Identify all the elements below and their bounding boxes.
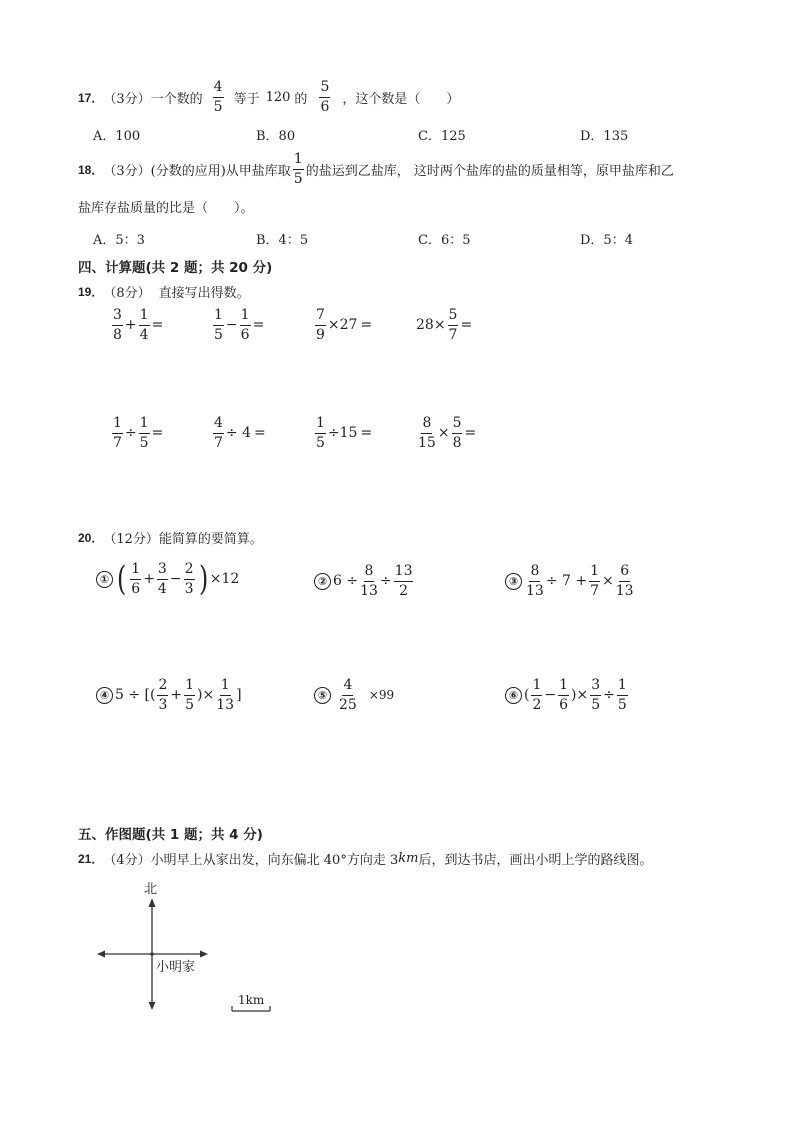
calc-item: $\frac{8}{15}$ × $\frac{5}{8}$ =: [418, 415, 477, 451]
simplify-item-6: ⑥ ( $\frac{1}{2}$ − $\frac{1}{6}$ )× $\frac{3}{5}$ ÷ $\frac{1}{5}$: [505, 678, 630, 712]
option-a[interactable]: A．100: [93, 129, 141, 144]
option-c[interactable]: C．6：5: [418, 233, 471, 248]
fraction: $\frac{5}{6}$: [320, 79, 330, 115]
question-number: 19．: [78, 285, 104, 299]
home-point: [150, 952, 154, 956]
question-score: （3分）: [103, 91, 151, 107]
calc-item: $\frac{4}{7}$ ÷ 4 =: [214, 415, 266, 451]
question-number: 17．: [78, 90, 104, 105]
question-number: 21．: [78, 852, 104, 866]
fraction: $\frac{4}{5}$: [213, 79, 223, 115]
question-text-line2: 盐库存盐质量的比是（ ）。: [78, 201, 254, 216]
south-arrowhead: [149, 1002, 156, 1010]
item-marker: ②: [314, 573, 331, 590]
item-marker: ⑥: [505, 687, 522, 704]
unit-text: km: [398, 851, 419, 866]
question-21: [78, 849, 652, 868]
item-marker: ⑤: [314, 687, 331, 704]
question-score: （3分）: [103, 163, 151, 179]
simplify-item-2: ② 6 ÷ $\frac{8}{13}$ ÷ $\frac{13}{2}$: [314, 564, 415, 598]
question-text: 的: [294, 91, 308, 107]
item-marker: ①: [96, 571, 113, 588]
section-title: 四、计算题(共 2 题；共 20 分): [78, 260, 273, 276]
question-score: （12分）: [103, 532, 159, 547]
question-number: 18．: [78, 162, 104, 177]
option-c[interactable]: C．125: [418, 129, 466, 144]
scale-label: 1km: [238, 993, 265, 1007]
number-value: 120: [265, 89, 291, 105]
option-b[interactable]: B．80: [256, 129, 296, 144]
question-score: （8分）: [103, 286, 151, 301]
question-text: ，这个数是（ ）: [342, 91, 460, 107]
calc-item: $\frac{1}{5}$ ÷15 =: [316, 415, 373, 451]
question-text: 的盐运到乙盐库， 这时两个盐库的盐的质量相等，原甲盐库和乙: [305, 163, 674, 179]
question-text: 能简算的要简算。: [158, 532, 263, 547]
question-17: [78, 80, 459, 114]
compass-axes: [95, 876, 295, 1016]
east-arrowhead: [200, 951, 208, 958]
item-marker: ④: [96, 687, 113, 704]
simplify-item-1: ① ( $\frac{1}{6}$ + $\frac{3}{4}$ − $\frac{2}{3}$ ) ×12: [96, 562, 239, 596]
question-20: [78, 528, 263, 547]
question-19: [78, 282, 250, 301]
question-text: 直接写出得数。: [158, 286, 250, 301]
calc-item: $\frac{1}{7}$ ÷ $\frac{1}{5}$ =: [113, 415, 164, 451]
simplify-item-5: ⑤ $\frac{4}{25}$ ×99: [314, 678, 394, 712]
option-d[interactable]: D．5：4: [580, 233, 633, 248]
west-arrowhead: [97, 951, 105, 958]
north-arrowhead: [149, 898, 156, 907]
compass-diagram: [95, 876, 295, 1016]
item-marker: ③: [505, 573, 522, 590]
question-number: 20．: [78, 531, 104, 545]
calc-item: 28× $\frac{5}{7}$ =: [416, 307, 473, 343]
section-title: 五、作图题(共 1 题；共 4 分): [78, 827, 263, 843]
question-18: [78, 152, 674, 186]
calc-item: $\frac{3}{8}$ + $\frac{1}{4}$ =: [113, 307, 164, 343]
calc-item: $\frac{1}{5}$ − $\frac{1}{6}$ =: [214, 307, 265, 343]
simplify-item-3: ③ $\frac{8}{13}$ ÷ 7 + $\frac{1}{7}$ × $\frac{6}{13}$: [505, 564, 636, 598]
question-text: 后，到达书店，画出小明上学的路线图。: [418, 853, 653, 868]
simplify-item-4: ④ 5 ÷ [( $\frac{2}{3}$ + $\frac{1}{5}$ )× $\frac{1}{13}$ ]: [96, 678, 242, 712]
fraction: $\frac{1}{5}$: [293, 151, 303, 187]
north-label: 北: [144, 882, 158, 897]
home-label: 小明家: [156, 960, 196, 975]
question-text: (分数的应用)从甲盐库取: [150, 163, 291, 179]
question-text: 等于: [233, 91, 260, 107]
calc-item: $\frac{7}{9}$ ×27 =: [316, 307, 373, 343]
option-a[interactable]: A．5：3: [93, 233, 145, 248]
question-text: 小明早上从家出发，向东偏北 40°方向走 3: [150, 853, 399, 868]
question-text: 一个数的: [150, 91, 203, 107]
option-b[interactable]: B．4：5: [256, 233, 309, 248]
option-d[interactable]: D．135: [580, 129, 629, 144]
question-score: （4分）: [103, 853, 151, 868]
